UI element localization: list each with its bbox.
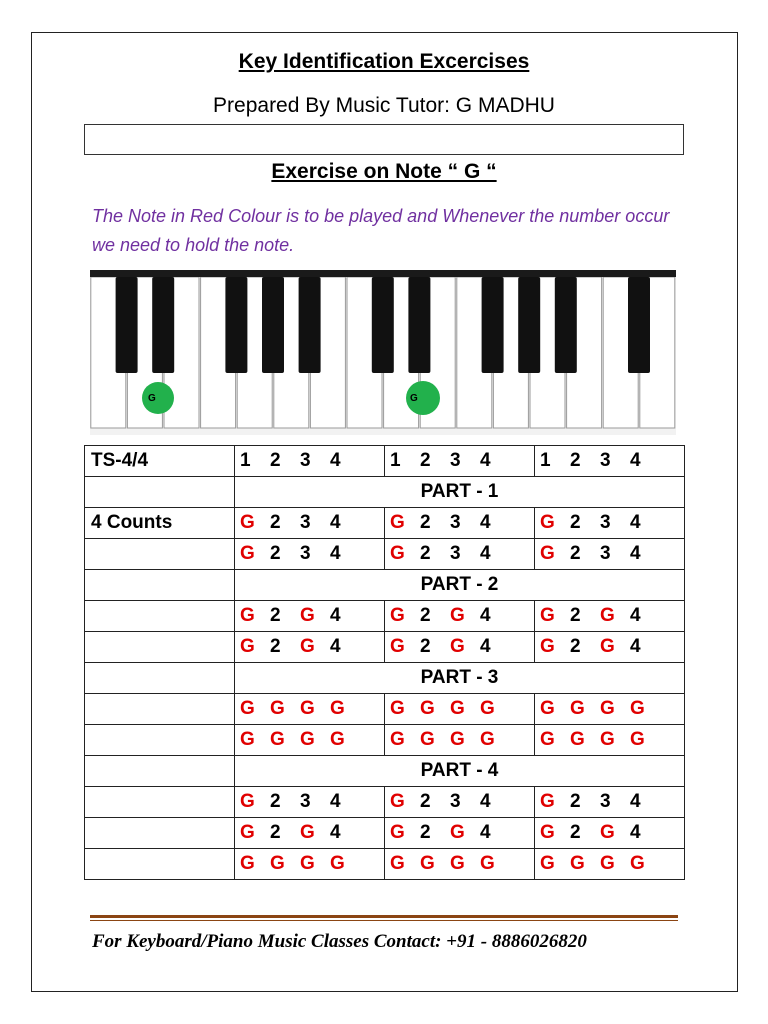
beat-cell	[385, 694, 535, 725]
note-g: G	[300, 698, 315, 719]
beat-count: 2	[270, 543, 281, 564]
beat-count: 3	[300, 791, 311, 812]
beat-cell	[385, 508, 535, 539]
beat-count: 4	[630, 450, 641, 471]
note-g: G	[570, 698, 585, 719]
beat-count: 3	[450, 450, 461, 471]
note-g: G	[300, 605, 315, 626]
row-label: TS-4/4	[85, 446, 235, 477]
beat-count: 4	[630, 791, 641, 812]
footer-divider-thin	[90, 920, 678, 921]
part-heading: PART - 2	[235, 570, 685, 601]
beat-count: 2	[270, 605, 281, 626]
note-g: G	[390, 512, 405, 533]
beat-cell	[385, 849, 535, 880]
keyboard-top-rail	[90, 270, 676, 277]
beat-count: 4	[330, 791, 341, 812]
note-g: G	[480, 853, 495, 874]
instruction-text: The Note in Red Colour is to be played and Whenever the number occur we need to hold the note.	[92, 206, 670, 255]
black-key	[408, 277, 430, 373]
note-g: G	[390, 729, 405, 750]
beat-count: 4	[330, 636, 341, 657]
exercise-title: Exercise on Note “ G “	[271, 160, 497, 183]
row-label	[85, 756, 235, 787]
table-row	[85, 477, 685, 508]
beat-count: 2	[420, 512, 431, 533]
beat-count: 4	[630, 636, 641, 657]
beat-cell	[385, 539, 535, 570]
black-key	[372, 277, 394, 373]
black-key	[152, 277, 174, 373]
note-g: G	[600, 636, 615, 657]
beat-count: 2	[570, 543, 581, 564]
black-key	[299, 277, 321, 373]
beat-count: 4	[630, 822, 641, 843]
counting-table	[84, 445, 685, 880]
note-g: G	[240, 729, 255, 750]
beat-cell	[535, 539, 685, 570]
note-g: G	[390, 605, 405, 626]
beat-count: 2	[420, 636, 431, 657]
note-g: G	[300, 636, 315, 657]
row-label	[85, 849, 235, 880]
note-g: G	[480, 698, 495, 719]
note-g: G	[390, 853, 405, 874]
beat-cell	[385, 818, 535, 849]
beat-count: 2	[570, 512, 581, 533]
note-g: G	[540, 853, 555, 874]
piano-keyboard	[90, 270, 676, 435]
beat-cell	[235, 508, 385, 539]
note-g: G	[600, 729, 615, 750]
tutor-line: Prepared By Music Tutor: G MADHU	[213, 94, 555, 117]
beat-count: 3	[600, 450, 611, 471]
table-row	[85, 508, 685, 539]
note-g: G	[570, 729, 585, 750]
beat-count: 4	[480, 543, 491, 564]
table-row	[85, 694, 685, 725]
page-title: Key Identification Excercises	[238, 50, 530, 73]
beat-cell	[385, 446, 535, 477]
table-row	[85, 849, 685, 880]
beat-cell	[535, 725, 685, 756]
beat-count: 3	[600, 791, 611, 812]
beat-count: 2	[270, 822, 281, 843]
black-key	[116, 277, 138, 373]
note-g: G	[570, 853, 585, 874]
beat-cell	[235, 632, 385, 663]
beat-cell	[235, 694, 385, 725]
beat-count: 1	[540, 450, 551, 471]
beat-cell	[235, 539, 385, 570]
black-key	[628, 277, 650, 373]
note-g: G	[300, 822, 315, 843]
note-g: G	[600, 605, 615, 626]
beat-count: 4	[330, 822, 341, 843]
note-g: G	[270, 729, 285, 750]
part-heading: PART - 4	[235, 756, 685, 787]
part-heading: PART - 3	[235, 663, 685, 694]
note-g: G	[240, 822, 255, 843]
beat-count: 4	[330, 605, 341, 626]
note-g: G	[450, 698, 465, 719]
note-g: G	[630, 729, 645, 750]
note-g: G	[540, 729, 555, 750]
row-label	[85, 694, 235, 725]
note-g: G	[540, 543, 555, 564]
note-g: G	[540, 636, 555, 657]
black-key	[518, 277, 540, 373]
row-label	[85, 539, 235, 570]
note-g: G	[600, 698, 615, 719]
beat-count: 3	[450, 791, 461, 812]
blank-box	[84, 124, 684, 155]
beat-cell	[235, 446, 385, 477]
beat-count: 2	[570, 450, 581, 471]
beat-count: 2	[570, 822, 581, 843]
beat-count: 2	[270, 512, 281, 533]
table-row	[85, 446, 685, 477]
note-g: G	[420, 853, 435, 874]
row-label	[85, 570, 235, 601]
black-key	[225, 277, 247, 373]
beat-count: 3	[300, 512, 311, 533]
table-row	[85, 570, 685, 601]
row-label	[85, 632, 235, 663]
beat-count: 4	[630, 543, 641, 564]
beat-cell	[385, 601, 535, 632]
beat-count: 4	[480, 636, 491, 657]
beat-cell	[385, 787, 535, 818]
note-g: G	[390, 822, 405, 843]
beat-count: 3	[300, 450, 311, 471]
beat-count: 3	[450, 543, 461, 564]
note-g: G	[390, 698, 405, 719]
beat-count: 2	[570, 791, 581, 812]
note-g: G	[450, 636, 465, 657]
note-g: G	[330, 853, 345, 874]
beat-cell	[385, 632, 535, 663]
beat-count: 2	[270, 450, 281, 471]
table-row	[85, 725, 685, 756]
note-g: G	[540, 822, 555, 843]
note-g: G	[240, 853, 255, 874]
beat-cell	[535, 818, 685, 849]
table-row	[85, 663, 685, 694]
note-g: G	[300, 729, 315, 750]
table-row	[85, 539, 685, 570]
table-row	[85, 756, 685, 787]
table-row	[85, 787, 685, 818]
beat-count: 2	[420, 450, 431, 471]
beat-count: 2	[270, 791, 281, 812]
part-heading: PART - 1	[235, 477, 685, 508]
beat-count: 2	[420, 605, 431, 626]
g-marker-label: G	[410, 393, 418, 404]
note-g: G	[480, 729, 495, 750]
black-key	[555, 277, 577, 373]
note-g: G	[390, 791, 405, 812]
beat-cell	[535, 446, 685, 477]
note-g: G	[240, 605, 255, 626]
note-g: G	[240, 543, 255, 564]
contact-footer: For Keyboard/Piano Music Classes Contact: +91 - 8886026820	[92, 931, 587, 952]
note-g: G	[540, 791, 555, 812]
beat-count: 2	[570, 636, 581, 657]
note-g: G	[270, 853, 285, 874]
beat-count: 4	[480, 822, 491, 843]
note-g: G	[240, 512, 255, 533]
row-label	[85, 818, 235, 849]
beat-count: 4	[480, 512, 491, 533]
beat-count: 2	[570, 605, 581, 626]
beat-count: 4	[480, 791, 491, 812]
note-g: G	[600, 853, 615, 874]
note-g: G	[450, 729, 465, 750]
beat-cell	[535, 694, 685, 725]
beat-cell	[535, 508, 685, 539]
beat-count: 4	[630, 512, 641, 533]
note-g: G	[390, 636, 405, 657]
note-g: G	[420, 729, 435, 750]
beat-count: 2	[270, 636, 281, 657]
beat-cell	[535, 849, 685, 880]
note-g: G	[330, 729, 345, 750]
table-row	[85, 601, 685, 632]
note-g: G	[240, 636, 255, 657]
note-g: G	[300, 853, 315, 874]
note-g: G	[450, 822, 465, 843]
note-g: G	[450, 853, 465, 874]
beat-cell	[235, 601, 385, 632]
beat-count: 4	[330, 543, 341, 564]
beat-cell	[235, 849, 385, 880]
note-g: G	[390, 543, 405, 564]
note-g: G	[540, 698, 555, 719]
black-key	[482, 277, 504, 373]
footer-divider	[90, 915, 678, 918]
row-label	[85, 787, 235, 818]
row-label	[85, 725, 235, 756]
g-marker-2	[406, 381, 440, 415]
beat-count: 3	[600, 512, 611, 533]
note-g: G	[420, 698, 435, 719]
black-key	[262, 277, 284, 373]
beat-count: 3	[450, 512, 461, 533]
beat-cell	[235, 725, 385, 756]
table-row	[85, 632, 685, 663]
beat-cell	[535, 787, 685, 818]
beat-count: 4	[330, 450, 341, 471]
row-label	[85, 601, 235, 632]
note-g: G	[450, 605, 465, 626]
beat-count: 3	[300, 543, 311, 564]
beat-count: 2	[420, 822, 431, 843]
beat-count: 4	[480, 605, 491, 626]
note-g: G	[270, 698, 285, 719]
note-g: G	[600, 822, 615, 843]
row-label: 4 Counts	[85, 508, 235, 539]
note-g: G	[630, 698, 645, 719]
g-marker-label: G	[148, 393, 156, 404]
table-row	[85, 818, 685, 849]
beat-cell	[535, 632, 685, 663]
beat-count: 2	[420, 543, 431, 564]
note-g: G	[540, 605, 555, 626]
beat-cell	[535, 601, 685, 632]
beat-count: 1	[390, 450, 401, 471]
beat-cell	[235, 818, 385, 849]
beat-count: 4	[480, 450, 491, 471]
beat-count: 4	[330, 512, 341, 533]
beat-count: 3	[600, 543, 611, 564]
row-label	[85, 477, 235, 508]
note-g: G	[630, 853, 645, 874]
beat-count: 2	[420, 791, 431, 812]
g-marker-1	[142, 382, 174, 414]
note-g: G	[240, 698, 255, 719]
beat-cell	[235, 787, 385, 818]
beat-count: 4	[630, 605, 641, 626]
note-g: G	[540, 512, 555, 533]
row-label	[85, 663, 235, 694]
note-g: G	[330, 698, 345, 719]
note-g: G	[240, 791, 255, 812]
beat-cell	[385, 725, 535, 756]
beat-count: 1	[240, 450, 251, 471]
g-marker-dot	[142, 382, 174, 414]
